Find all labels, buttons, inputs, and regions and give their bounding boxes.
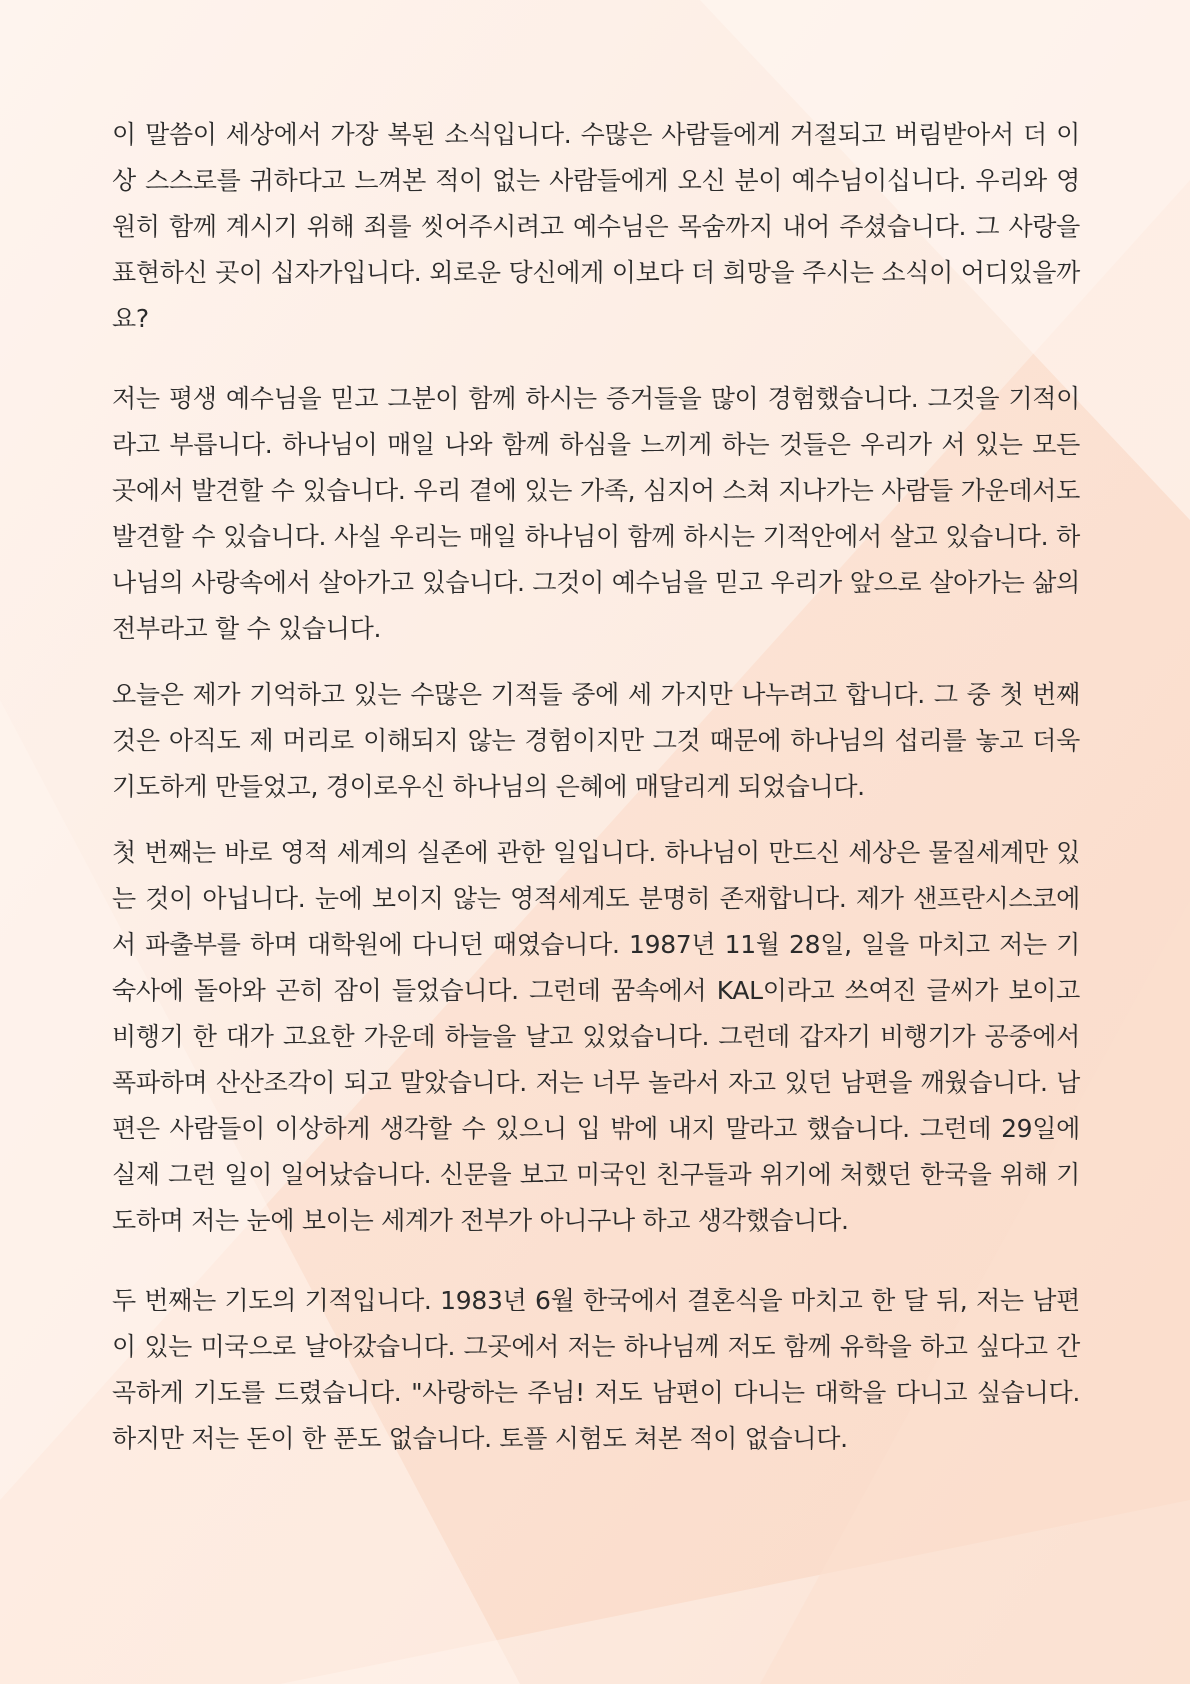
document-body xyxy=(112,112,1080,1462)
paragraph-5: 두 번째는 기도의 기적입니다. 1983년 6월 한국에서 결혼식을 마치고 한 달 뒤, 저는 남편이 있는 미국으로 날아갔습니다. 그곳에서 저는 하나님께 저도 함께 유학을 하고 싶다고 간곡하게 기도를 드렸습니다. "사랑하는 주님! 저도 남편이 다니는 대학을 다니고 싶습니다. 하지만 저는 돈이 한 푼도 없습니다. 토플 시험도 쳐본 적이 없습니다. xyxy=(112,1286,1080,1453)
paragraph-4: 첫 번째는 바로 영적 세계의 실존에 관한 일입니다. 하나님이 만드신 세상은 물질세계만 있는 것이 아닙니다. 눈에 보이지 않는 영적세계도 분명히 존재합니다. 제가 샌프란시스코에서 파출부를 하며 대학원에 다니던 때였습니다. 1987년 11월 28일, 일을 마치고 저는 기숙사에 돌아와 곤히 잠이 들었습니다. 그런데 꿈속에서 KAL이라고 쓰여진 글씨가 보이고 비행기 한 대가 고요한 가운데 하늘을 날고 있었습니다. 그런데 갑자기 비행기가 공중에서 폭파하며 산산조각이 되고 말았습니다. 저는 너무 놀라서 자고 있던 남편을 깨웠습니다. 남편은 사람들이 이상하게 생각할 수 있으니 입 밖에 내지 말라고 했습니다. 그런데 29일에 실제 그런 일이 일어났습니다. 신문을 보고 미국인 친구들과 위기에 처했던 한국을 위해 기도하며 저는 눈에 보이는 세계가 전부가 아니구나 하고 생각했습니다. xyxy=(112,838,1080,1235)
paragraph-2: 저는 평생 예수님을 믿고 그분이 함께 하시는 증거들을 많이 경험했습니다. 그것을 기적이라고 부릅니다. 하나님이 매일 나와 함께 하심을 느끼게 하는 것들은 우리가 서 있는 모든 곳에서 발견할 수 있습니다. 우리 곁에 있는 가족, 심지어 스쳐 지나가는 사람들 가운데서도 발견할 수 있습니다. 사실 우리는 매일 하나님이 함께 하시는 기적안에서 살고 있습니다. 하나님의 사랑속에서 살아가고 있습니다. 그것이 예수님을 믿고 우리가 앞으로 살아가는 삶의 전부라고 할 수 있습니다. xyxy=(112,384,1080,643)
paragraph-1: 이 말씀이 세상에서 가장 복된 소식입니다. 수많은 사람들에게 거절되고 버림받아서 더 이상 스스로를 귀하다고 느껴본 적이 없는 사람들에게 오신 분이 예수님이십니다. 우리와 영원히 함께 계시기 위해 죄를 씻어주시려고 예수님은 목숨까지 내어 주셨습니다. 그 사랑을 표현하신 곳이 십자가입니다. 외로운 당신에게 이보다 더 희망을 주시는 소식이 어디있을까요? xyxy=(112,120,1080,333)
paragraph-3: 오늘은 제가 기억하고 있는 수많은 기적들 중에 세 가지만 나누려고 합니다. 그 중 첫 번째 것은 아직도 제 머리로 이해되지 않는 경험이지만 그것 때문에 하나님의 섭리를 놓고 더욱 기도하게 만들었고, 경이로우신 하나님의 은혜에 매달리게 되었습니다. xyxy=(112,680,1080,801)
